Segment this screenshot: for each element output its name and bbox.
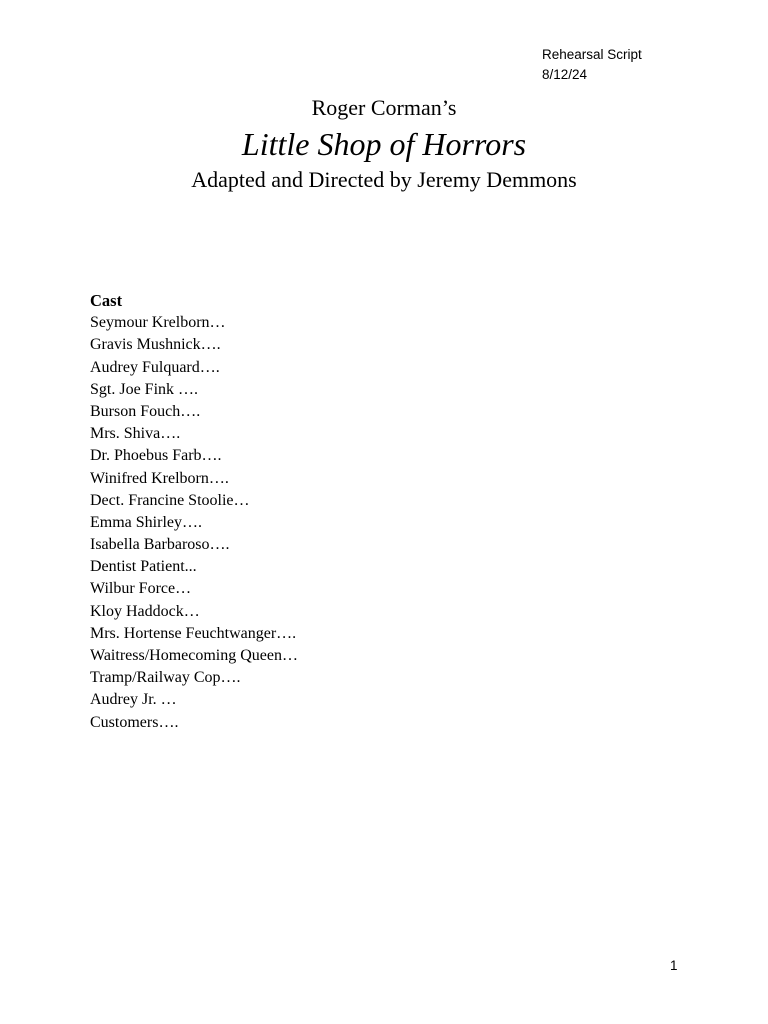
cast-entry: Tramp/Railway Cop…. (90, 669, 241, 687)
cast-entry: Dr. Phoebus Farb…. (90, 447, 222, 465)
cast-entry: Emma Shirley…. (90, 513, 202, 531)
cast-list (90, 312, 298, 734)
cast-entry: Mrs. Hortense Feuchtwanger…. (90, 624, 297, 642)
cast-entry: Audrey Jr. … (90, 691, 177, 709)
script-label: Rehearsal Script (542, 47, 642, 62)
cast-entry: Sgt. Joe Fink …. (90, 380, 199, 398)
cast-entry: Dentist Patient... (90, 558, 197, 576)
cast-section (90, 290, 298, 734)
cast-entry: Dect. Francine Stoolie… (90, 491, 250, 509)
cast-entry: Winifred Krelborn…. (90, 469, 229, 487)
cast-entry: Isabella Barbaroso…. (90, 536, 230, 554)
cast-entry: Seymour Krelborn… (90, 314, 226, 332)
cast-entry: Mrs. Shiva…. (90, 425, 181, 443)
script-date: 8/12/24 (542, 67, 588, 82)
cast-heading: Cast (90, 291, 123, 310)
cast-entry: Waitress/Homecoming Queen… (90, 647, 298, 664)
credit-line: Adapted and Directed by Jeremy Demmons (191, 167, 577, 192)
cast-entry: Audrey Fulquard…. (90, 358, 220, 376)
cast-entry: Wilbur Force… (90, 580, 192, 598)
show-title: Little Shop of Horrors (241, 126, 527, 162)
cast-entry: Kloy Haddock… (90, 602, 200, 620)
cast-entry: Gravis Mushnick…. (90, 336, 221, 354)
title-block (0, 94, 768, 194)
presenter-line: Roger Corman’s (311, 95, 457, 120)
cast-entry: Burson Fouch…. (90, 402, 201, 420)
document-header-note (542, 45, 642, 85)
page-number: 1 (670, 958, 678, 973)
cast-entry: Customers…. (90, 713, 179, 731)
